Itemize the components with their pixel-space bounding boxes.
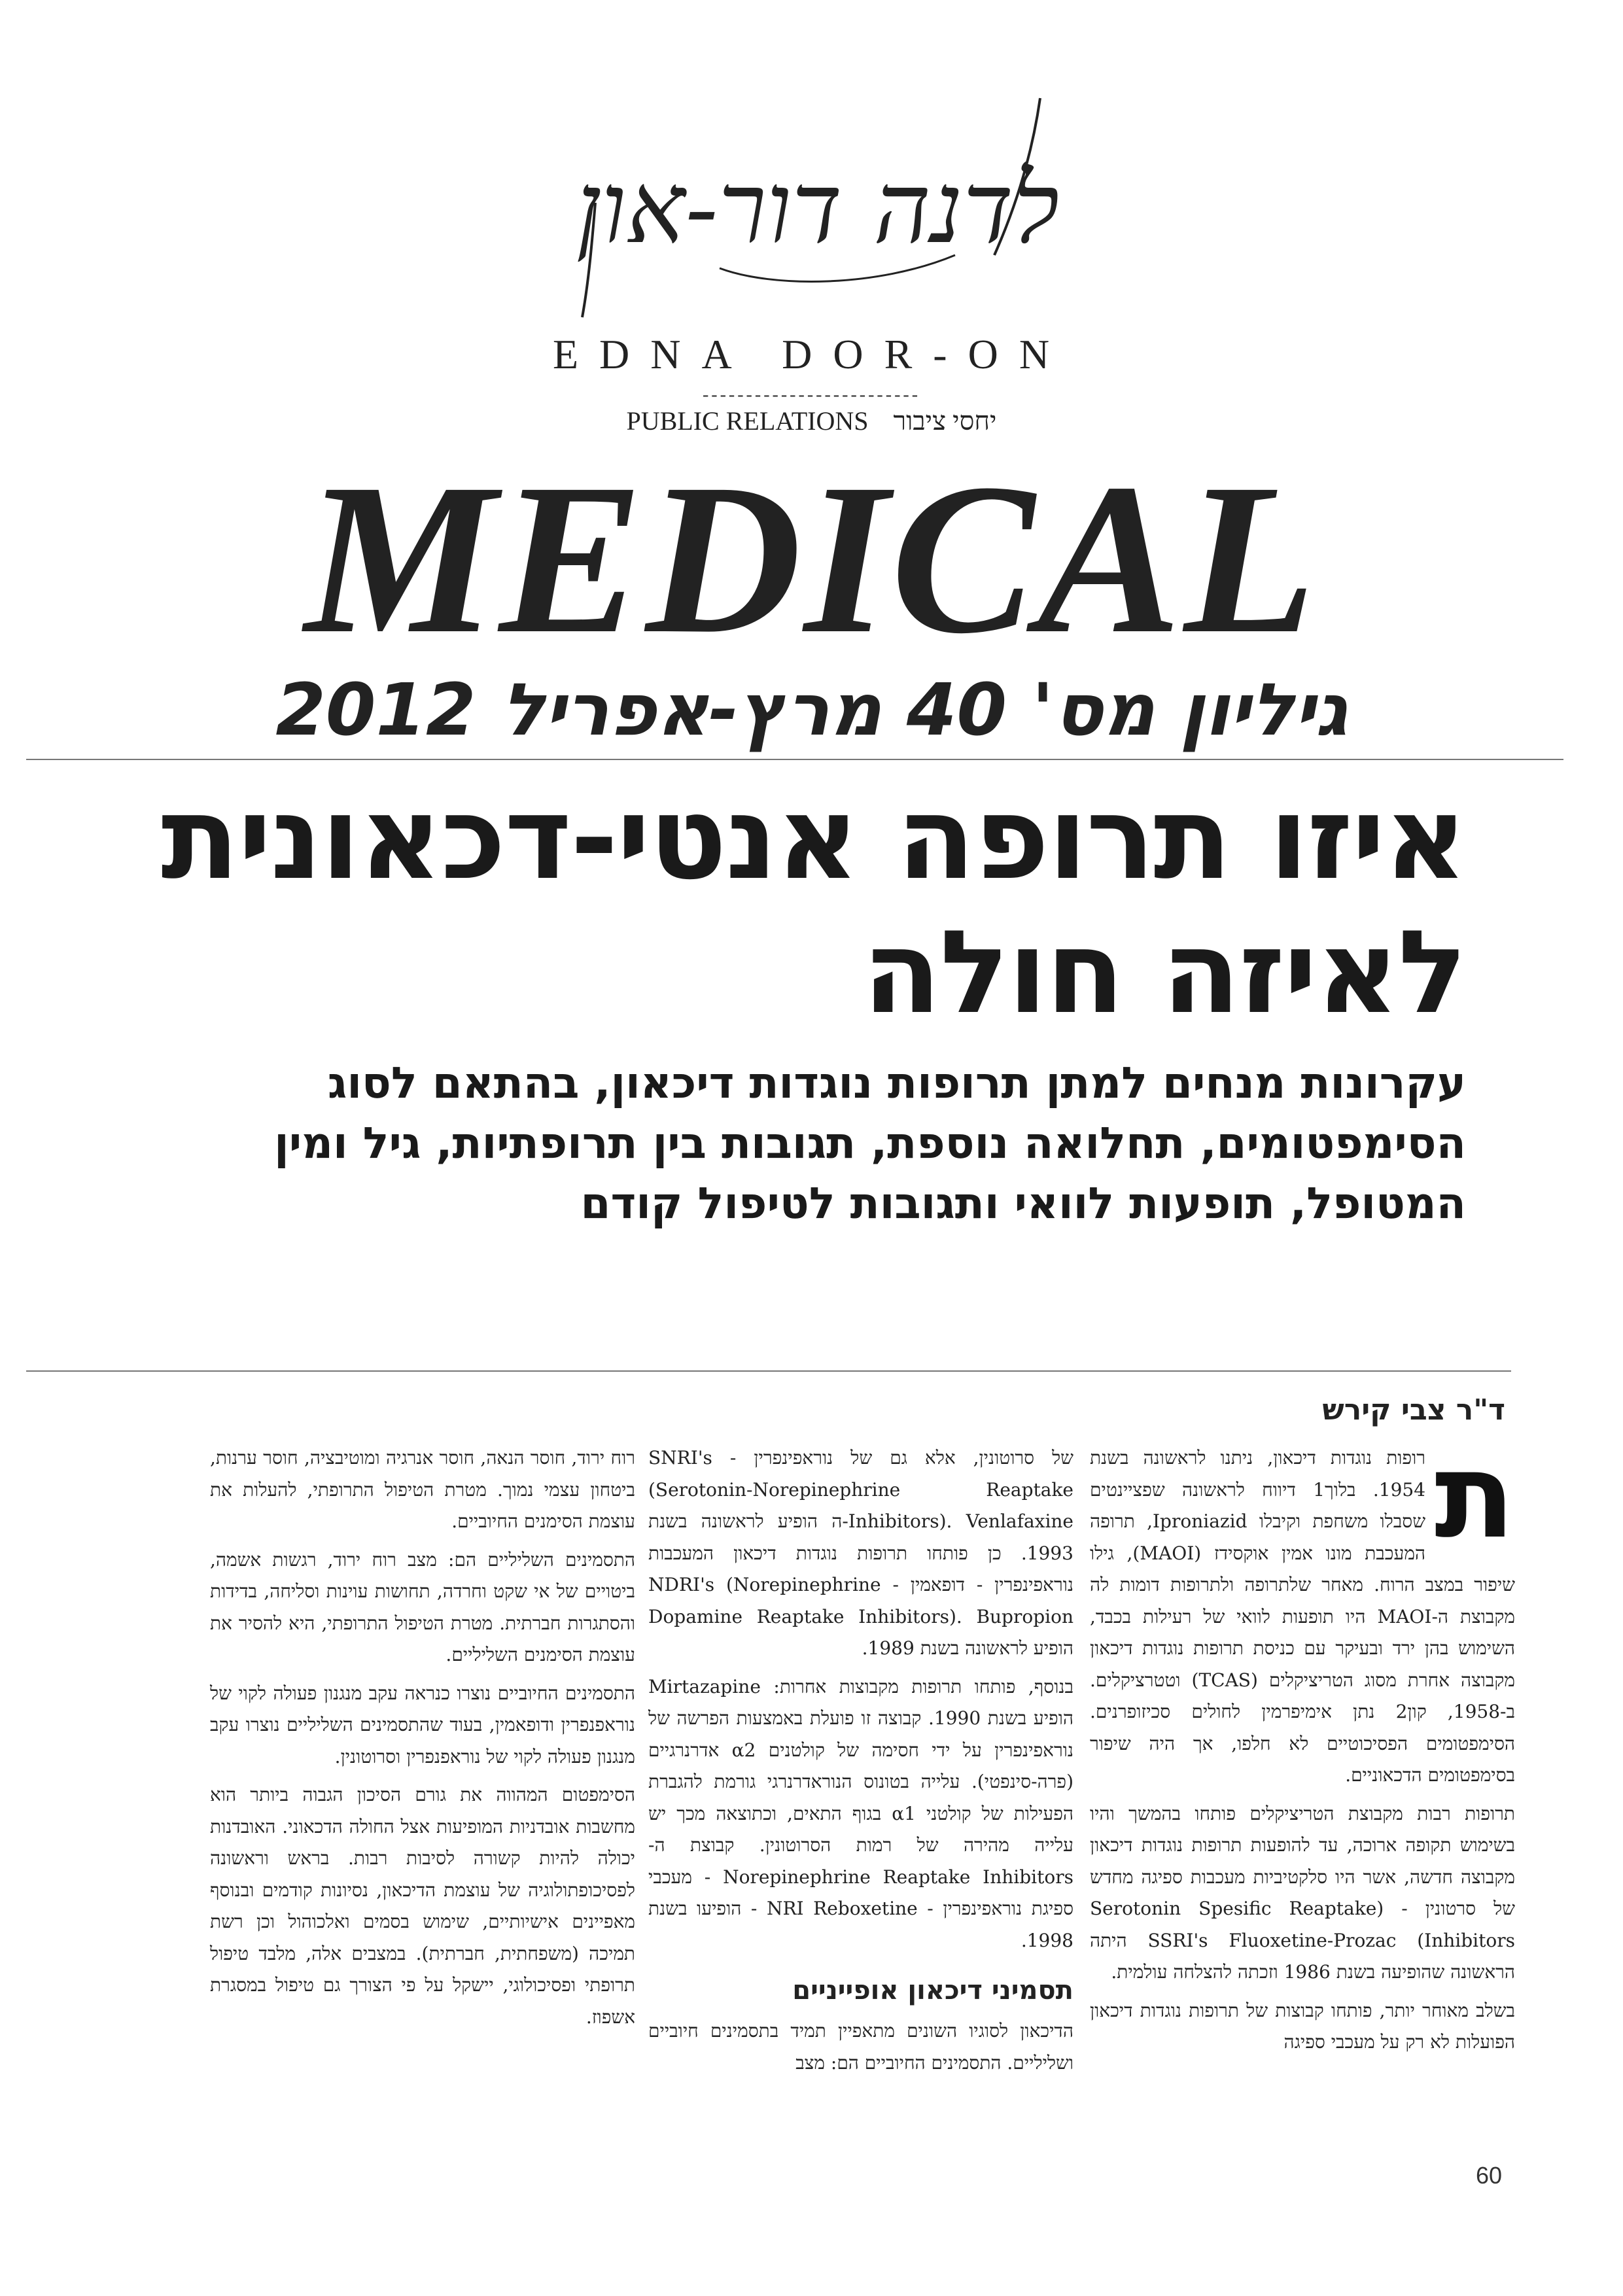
article-column-2 — [648, 1442, 1073, 2085]
paragraph: תרופות רבות מקבוצת הטריציקלים פותחו בהמשך והיו בשימוש תקופה ארוכה, עד להופעות תרופות נוגדות דיכאון מקבוצה חדשה, אשר היו סלקטיביות מעכבות ספיגה מחדש של סרטונין - (Serotonin Spesific Reaptake Inhibitors) SSRI's Fluoxetine-Prozac היתה הראשונה שהופיעה בשנת 1986 וזכתה להצלחה עולמית. — [1090, 1802, 1515, 1983]
article-column-1 — [1090, 1428, 1516, 2065]
paragraph: התסמינים השליליים הם: מצב רוח ירוד, רגשות אשמה, ביטויים של אי שקט וחרדה, תחושות עוינות וסליחה, בדידות והסתגרות חברתית. מטרת הטיפול התרופתי, היא להסיר את עוצמת הסימנים השליליים. — [210, 1548, 635, 1665]
paragraph: של סרוטונין, אלא גם של נוראפינפרין - SNRI's (Serotonin-Norepinephrine Reaptake Inhibitors). Venlafaxine-ה הופיע לראשונה בשנת 1993. כן פותחו תרופות נוגדות דיכאון המעכבות נוראפינפרין - דופאמין - NDRI's (Norepinephrine Dopamine Reaptake Inhibitors). Bupropion הופיע לראשונה בשנת 1989. — [648, 1447, 1074, 1659]
section-divider — [26, 1370, 1511, 1372]
paragraph: התסמינים החיוביים נוצרו כנראה עקב מנגנון פעולה לקוי של נוראפנפרין ודופאמין, בעוד שהתסמינים השליליים נוצרו עקב מנגנון פעולה לקוי של נוראפנפרין וסרוטונין. — [210, 1682, 635, 1767]
masthead-title: MEDICAL — [304, 440, 1319, 678]
handwritten-signature — [536, 92, 1099, 327]
signature-text: לדנה דור-און — [576, 152, 1060, 266]
article-column-3 — [210, 1442, 635, 2040]
paragraph: בנוסף, פותחו תרופות מקבוצות אחרות: Mirtazapine הופיע בשנת 1990. קבוצה זו פועלת באמצעות הפרשה של נוראפינפרין על ידי חסימה של קולטנים α2 אדרנרגיים (פרה-סינפטי). עלייה בטונוס הנוראדרנרגי גורמת להגברת הפעילות של קולטני α1 בגוף התאים, וכתוצאה מכך יש עלייה מהירה של רמות הסרוטונין. קבוצת ה-Norepinephrine Reaptake Inhibitors - מעכבי ספיגת נוראפינפרין - NRI Reboxetine - הופיעו בשנת 1998. — [648, 1675, 1073, 1951]
brand-tagline — [0, 406, 1623, 436]
drop-cap: ת — [1435, 1428, 1515, 1565]
brand-divider: ------------------------- — [702, 385, 921, 405]
paragraph: הסימפטום המהווה את גורם הסיכון הגבוה ביותר הוא מחשבות אובדניות המופיעות אצל החולה הדכאוני. האובדנות יכולה להיות קשורה לסיבות רבות. בראש וראשונה לפסיכופתולוגיה של עוצמת הדיכאון, נסיונות קודמים ובנוסף מאפיינים אישיותיים, שימוש בסמים ואלכוהול וכן רשת תמיכה (משפחתית, חברתית). במצבים אלה, מלבד טיפול תרופתי ופסיכולוגי, יישקל על פי הצורך גם טיפול במסגרת אשפוז. — [210, 1784, 635, 2028]
section-heading: תסמיני דיכאון אופייניים — [792, 1975, 1073, 2006]
headline-line-2: לאיזה חולה — [862, 907, 1466, 1039]
paragraph: הדיכאון לסוגיו השונים מתאפיין תמיד בתסמינים חיוביים ושליליים. התסמינים החיוביים הם: מצב — [648, 2020, 1073, 2074]
issue-line: גיליון מס' 40 מרץ-אפריל 2012 — [275, 668, 1348, 752]
tagline-english: PUBLIC RELATIONS — [626, 406, 869, 436]
article-subtitle: עקרונות מנחים למתן תרופות נוגדות דיכאון, בהתאם לסוג הסימפטומים, תחלואה נוספת, תגובות בין תרופתיות, גיל ומין המטופל, תופעות לוואי ותגובות לטיפול קודם — [274, 1058, 1466, 1228]
paragraph: בשלב מאוחר יותר, פותחו קבוצות של תרופות נוגדות דיכאון הפועלות לא רק על מעכבי ספיגה — [1090, 1999, 1515, 2053]
paragraph: רוח ירוד, חוסר הנאה, חוסר אנרגיה ומוטיבציה, חוסר ערנות, ביטחון עצמי נמוך. מטרת הטיפול התרופתי, להעלות את עוצמת הסימנים החיוביים. — [210, 1447, 635, 1532]
headline-line-1: איזו תרופה אנטי-דכאונית — [161, 773, 1466, 905]
brand-name: EDNA DOR-ON — [552, 331, 1071, 377]
paragraph: רופות נוגדות דיכאון, ניתנו לראשונה בשנת 1954. בלוך1 דיווח לראשונה שפציינטים שסבלו משחפת וקיבלו Iproniazid, תרופה המעכבת מונו אמין אוקסידז (MAOI), גילו שיפור במצב הרוח. מאחר שלתרופה ולתרופות דומות לה מקבוצת ה-MAOI היו תופעות לוואי של רעילות בכבד, השימוש בהן ירד ובעיקר עם כניסת תרופות נוגדות דיכאון מקבוצה אחרת מסוג הטריציקלים (TCAS) וטטרציקלים. ב-1958, קון2 נתן אימיפרמין לחולים סכיזופרנים. הסימפטומים הפסיכוטיים לא חלפו, אך היה שיפור בסימפטומים הדכאוניים. — [1090, 1447, 1516, 1786]
article-headline — [125, 772, 1466, 1040]
top-divider — [26, 759, 1563, 760]
page-number: 60 — [1475, 2162, 1502, 2189]
tagline-hebrew: יחסי ציבור — [893, 406, 997, 436]
article-author: ד"ר צבי קירש — [1322, 1393, 1505, 1427]
